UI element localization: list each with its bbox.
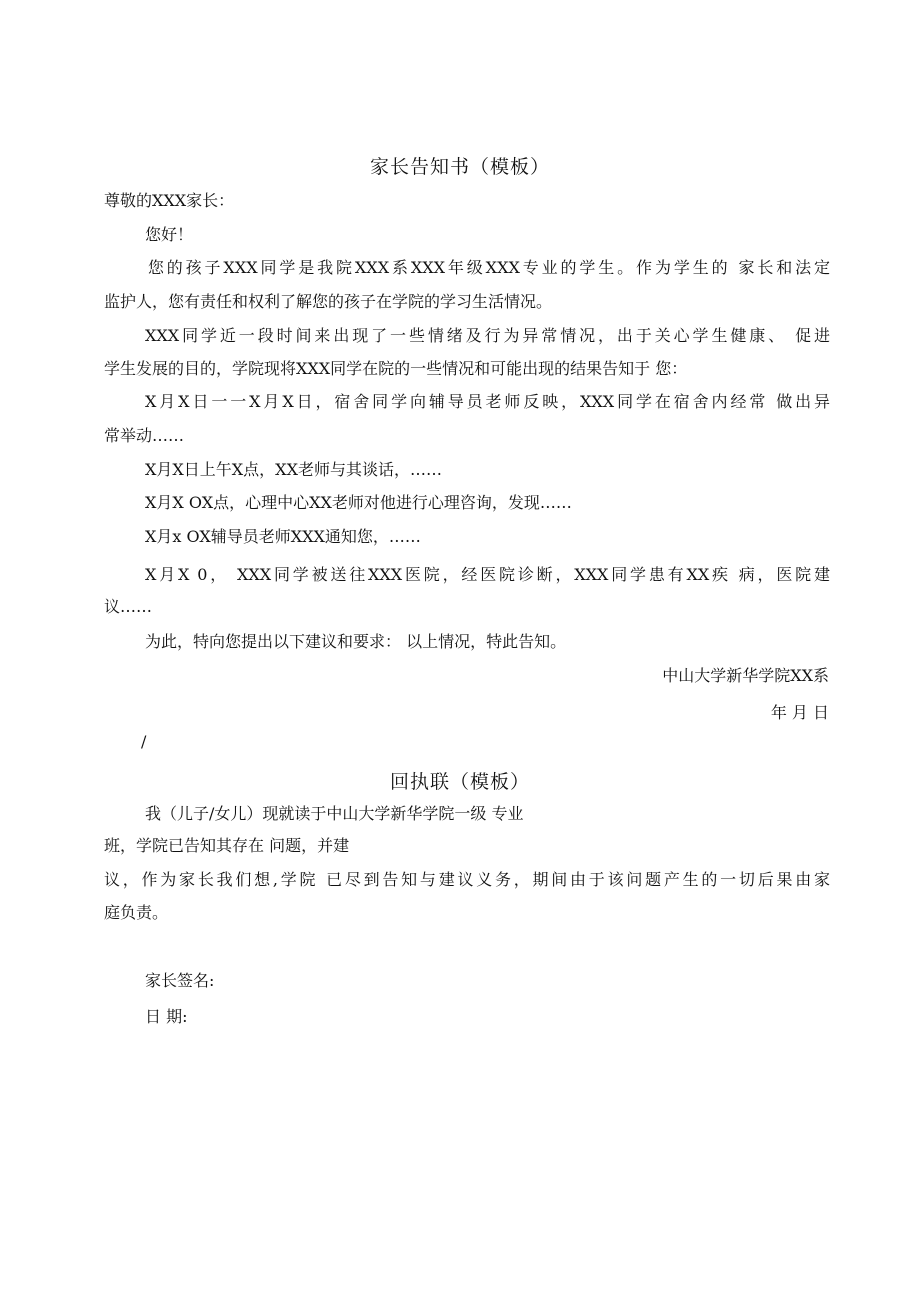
closing-statement: 为此，特向您提出以下建议和要求： 以上情况，特此告知。 bbox=[145, 632, 567, 651]
intro-text-1: 您的孩子XXX同学是我院XXX系XXX年级XXX专业的学生。作为学生的 家长和法定 bbox=[145, 258, 830, 277]
receipt-title: 回执联（模板） bbox=[389, 771, 530, 793]
receipt-line-4: 庭负责。 bbox=[104, 903, 169, 922]
situation-line-2: 学生发展的目的，学院现将XXX同学在院的一些情况和可能出现的结果告知于 您： bbox=[104, 359, 688, 378]
situation-line-1 bbox=[104, 325, 830, 347]
event-5-line-2: 议…… bbox=[104, 597, 153, 616]
greeting: 您好！ bbox=[145, 225, 194, 244]
notice-title: 家长告知书（模板） bbox=[369, 156, 550, 178]
event-3: X月X OX点，心理中心XX老师对他进行心理咨询，发现…… bbox=[145, 493, 572, 512]
intro-line-1 bbox=[104, 257, 830, 279]
event-1-line-2: 常举动…… bbox=[104, 426, 185, 445]
event-4: X月x OX辅导员老师XXX通知您，…… bbox=[145, 527, 421, 546]
receipt-line-2: 班，学院已告知其存在 问题，并建 bbox=[104, 836, 350, 855]
situation-text-1: XXX同学近一段时间来出现了一些情绪及行为异常情况，出于关心学生健康、 促进 bbox=[145, 326, 830, 345]
event-5-line-1 bbox=[104, 564, 830, 586]
receipt-line-1: 我（儿子/女儿）现就读于中山大学新华学院一级 专业 bbox=[145, 804, 524, 823]
separator-mark: / bbox=[141, 732, 147, 751]
signature-date: 年 月 日 bbox=[770, 703, 829, 722]
intro-line-2: 监护人，您有责任和权利了解您的孩子在学院的学习生活情况。 bbox=[104, 292, 553, 311]
signature-organization: 中山大学新华学院XX系 bbox=[662, 666, 829, 685]
salutation: 尊敬的XXX家长： bbox=[104, 191, 235, 210]
event-5-text-1: X月X 0， XXX同学被送往XXX医院，经医院诊断，XXX同学患有XX疾 病，医院建 bbox=[145, 565, 830, 584]
event-1-text-1: X月X日一一X月X日，宿舍同学向辅导员老师反映，XXX同学在宿舍内经常 做出异 bbox=[145, 392, 830, 411]
parent-signature-label: 家长签名: bbox=[145, 971, 215, 990]
event-2: X月X日上午X点，XX老师与其谈话，…… bbox=[145, 460, 442, 479]
date-label: 日 期: bbox=[145, 1007, 188, 1026]
event-1-line-1 bbox=[104, 391, 830, 413]
receipt-line-3: 议，作为家长我们想,学院 已尽到告知与建议义务，期间由于该问题产生的一切后果由家 bbox=[104, 870, 830, 889]
